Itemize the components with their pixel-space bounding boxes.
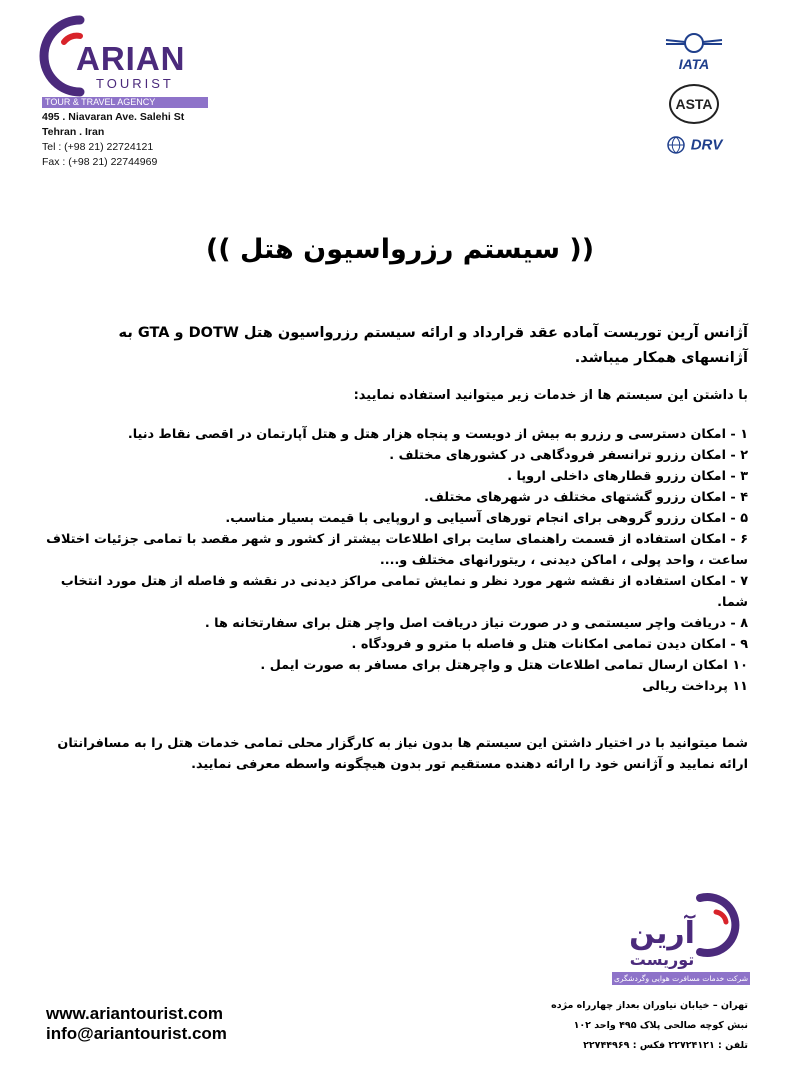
list-item: ۸ - دریافت واچر سیستمی و در صورت نیاز دریافت اصل واچر هتل برای سفارتخانه ها .: [204, 616, 748, 631]
page-title: (( سیستم رزرواسیون هتل )): [205, 234, 595, 265]
list-item: ۹ - امکان دیدن تمامی امکانات هتل و فاصله با مترو و فرودگاه .: [351, 637, 748, 652]
fa-logo-name: آرین: [629, 916, 695, 951]
iata-wings-icon: [664, 32, 724, 54]
list-item: ۱۰ امکان ارسال تمامی اطلاعات هتل و واچرهتل برای مسافر به صورت ایمل .: [260, 658, 748, 673]
services-lead: با داشتن این سیستم ها از خدمات زیر میتوانید استفاده نمایید:: [353, 388, 748, 403]
address-fax: Fax : (+98 21) 22744969: [42, 156, 158, 168]
asta-logo: [662, 84, 726, 124]
arian-tourist-logo: [36, 14, 196, 110]
email-link[interactable]: info@ariantourist.com: [46, 1024, 227, 1043]
drv-text: DRV: [690, 136, 723, 154]
fa-logo-sub: توریست: [629, 950, 695, 969]
logo-sub: TOURIST: [96, 76, 174, 91]
company-address: [42, 110, 184, 170]
intro-paragraph: آژانس آرین توریست آماده عقد قرارداد و ارائه سیستم رزرواسیون هتل DOTW و GTA به آژانسهای همکار میباشد.: [118, 325, 748, 366]
footer-contacts: [46, 1004, 227, 1044]
logo-word: ARIAN: [76, 40, 186, 77]
address-city: Tehran . Iran: [42, 126, 105, 138]
list-item: ۷ - امکان استفاده از نقشه شهر مورد نظر و نمایش تمامی مراکز دیدنی در نقشه و فاصله از هتل مورد انتخاب شما.: [60, 574, 748, 610]
list-item: ۱۱ پرداخت ریالی: [642, 679, 748, 694]
globe-icon: [666, 134, 686, 156]
list-item: ۴ - امکان رزرو گشتهای مختلف در شهرهای مختلف.: [424, 490, 748, 505]
arian-tourist-fa-logo: [612, 890, 752, 990]
fa-logo-bar: شرکت خدمات مسافرت هوایی وگردشگری: [612, 972, 750, 985]
website-link[interactable]: www.ariantourist.com: [46, 1004, 223, 1023]
list-item: ۳ - امکان رزرو قطارهای داخلی اروپا .: [507, 469, 748, 484]
list-item: ۱ - امکان دسترسی و رزرو به بیش از دویست و پنجاه هزار هتل و هتل آپارتمان در اقصی نقاط دنیا.: [127, 427, 748, 442]
closing-paragraph: شما میتوانید با در اختیار داشتن این سیستم ها بدون نیاز به کارگزار محلی تمامی خدمات هتل را به مسافرانتان ارائه نمایید و آژانس خود را ارائه دهنده مستقیم تور بدون هیچگونه واسطه معرفی نمایید.: [57, 736, 748, 772]
drv-logo: [662, 134, 726, 156]
fa-address: [551, 996, 748, 1056]
iata-logo: [662, 32, 726, 70]
list-item: ۲ - امکان رزرو ترانسفر فرودگاهی در کشورهای مختلف .: [389, 448, 748, 463]
logo-bar: TOUR & TRAVEL AGENCY: [42, 97, 208, 108]
fa-phone-line: تلفن : ۲۲۷۲۴۱۲۱ فکس : ۲۲۷۴۴۹۶۹: [583, 1040, 748, 1051]
list-item: ۵ - امکان رزرو گروهی برای انجام تورهای آسیایی و اروپایی با قیمت بسیار مناسب.: [225, 511, 748, 526]
list-item: ۶ - امکان استفاده از قسمت راهنمای سایت برای اطلاعات بیشتر از کشور و شهر مقصد با تمامی جزئیات اختلاف ساعت ، واحد پولی ، اماکن دیدنی ، ریتورانهای مختلف و....: [46, 532, 748, 568]
fa-address-line: نبش کوچه صالحی پلاک ۴۹۵ واحد ۱۰۲: [573, 1020, 748, 1031]
iata-text: IATA: [678, 56, 710, 72]
fa-address-line: تهران – خیابان نیاوران بعداز چهارراه مژده: [551, 1000, 748, 1011]
address-street: 495 . Niavaran Ave. Salehi St: [42, 111, 185, 123]
services-list: [28, 424, 748, 697]
asta-text: ASTA: [675, 96, 713, 112]
address-tel: Tel : (+98 21) 22724121: [42, 141, 154, 153]
